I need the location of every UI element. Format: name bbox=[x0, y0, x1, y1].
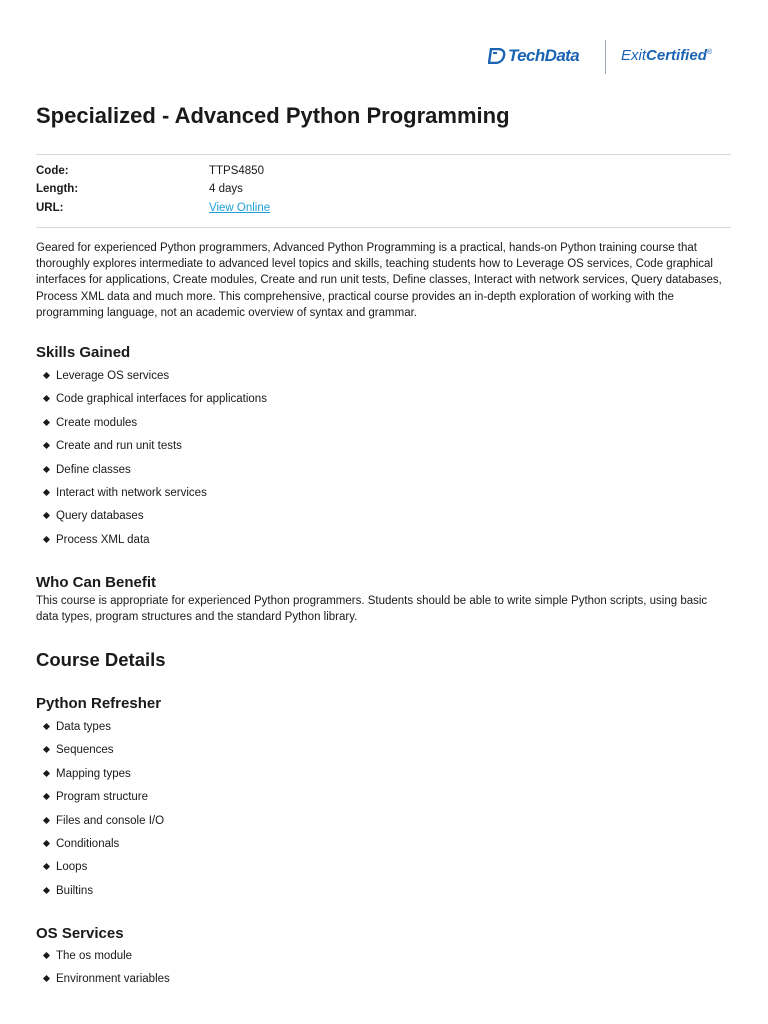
url-label: URL: bbox=[36, 202, 64, 214]
list-item: Program structure bbox=[36, 790, 164, 813]
bullet-icon bbox=[43, 793, 50, 800]
list-item: Create and run unit tests bbox=[36, 439, 267, 462]
list-item: The os module bbox=[36, 949, 170, 972]
list-item: Sequences bbox=[36, 743, 164, 766]
bullet-icon bbox=[43, 442, 50, 449]
bullet-icon bbox=[43, 887, 50, 894]
bullet-icon bbox=[43, 723, 50, 730]
list-item: Code graphical interfaces for applications bbox=[36, 392, 267, 415]
bullet-icon bbox=[43, 770, 50, 777]
list-item: Data types bbox=[36, 720, 164, 743]
bullet-icon bbox=[43, 372, 50, 379]
logo-divider bbox=[605, 40, 606, 74]
bullet-icon bbox=[43, 840, 50, 847]
registered-mark: ® bbox=[706, 49, 713, 56]
divider-top bbox=[36, 154, 731, 155]
list-item: Create modules bbox=[36, 416, 267, 439]
skills-list bbox=[36, 369, 267, 556]
page-title: Specialized - Advanced Python Programming bbox=[36, 103, 510, 128]
techdata-mark-icon bbox=[488, 48, 506, 64]
list-item: Process XML data bbox=[36, 533, 267, 556]
os-services-heading: OS Services bbox=[36, 925, 124, 942]
list-item: Leverage OS services bbox=[36, 369, 267, 392]
list-item: Define classes bbox=[36, 463, 267, 486]
refresher-list bbox=[36, 720, 164, 907]
list-item: Query databases bbox=[36, 509, 267, 532]
length-value: 4 days bbox=[209, 183, 243, 195]
bullet-icon bbox=[43, 512, 50, 519]
list-item: Interact with network services bbox=[36, 486, 267, 509]
list-item: Files and console I/O bbox=[36, 814, 164, 837]
benefit-heading: Who Can Benefit bbox=[36, 574, 156, 591]
header-logos bbox=[488, 38, 738, 76]
divider-meta bbox=[36, 227, 731, 228]
bullet-icon bbox=[43, 952, 50, 959]
bullet-icon bbox=[43, 536, 50, 543]
bullet-icon bbox=[43, 863, 50, 870]
list-item: Loops bbox=[36, 860, 164, 883]
exitcertified-logo bbox=[621, 47, 712, 64]
techdata-logo bbox=[488, 46, 579, 66]
bullet-icon bbox=[43, 489, 50, 496]
list-item: Conditionals bbox=[36, 837, 164, 860]
refresher-heading: Python Refresher bbox=[36, 695, 162, 712]
code-value: TTPS4850 bbox=[209, 165, 264, 177]
bullet-icon bbox=[43, 975, 50, 982]
os-services-list bbox=[36, 949, 170, 996]
list-item: Builtins bbox=[36, 884, 164, 907]
intro-paragraph: Geared for experienced Python programmers, Advanced Python Programming is a practical, hands-on Python training course that thoroughly explores intermediate to advanced level topics and skills, teaching students how to Leverage OS services, Code graphical interfaces for applications, Create modules, Create and run unit tests, Define classes, Interact with network services, Query databases, Process XML data and much more. This comprehensive, practical course provides an in-depth exploration of working with the programming language, not an academic overview of syntax and grammar. bbox=[36, 242, 722, 319]
bullet-icon bbox=[43, 419, 50, 426]
skills-heading: Skills Gained bbox=[36, 344, 131, 361]
code-label: Code: bbox=[36, 165, 69, 177]
techdata-wordmark: TechData bbox=[508, 46, 580, 65]
bullet-icon bbox=[43, 466, 50, 473]
list-item: Mapping types bbox=[36, 767, 164, 790]
course-details-heading: Course Details bbox=[36, 649, 166, 670]
bullet-icon bbox=[43, 746, 50, 753]
bullet-icon bbox=[43, 817, 50, 824]
view-online-link[interactable]: View Online bbox=[209, 202, 271, 214]
length-label: Length: bbox=[36, 183, 79, 195]
exitcertified-certified: Certified bbox=[646, 47, 707, 64]
bullet-icon bbox=[43, 395, 50, 402]
benefit-paragraph: This course is appropriate for experienced Python programmers. Students should be able to write simple Python scripts, using basic data types, program structures and the standard Python library. bbox=[36, 595, 708, 624]
exitcertified-exit: Exit bbox=[621, 47, 647, 64]
list-item: Environment variables bbox=[36, 972, 170, 995]
